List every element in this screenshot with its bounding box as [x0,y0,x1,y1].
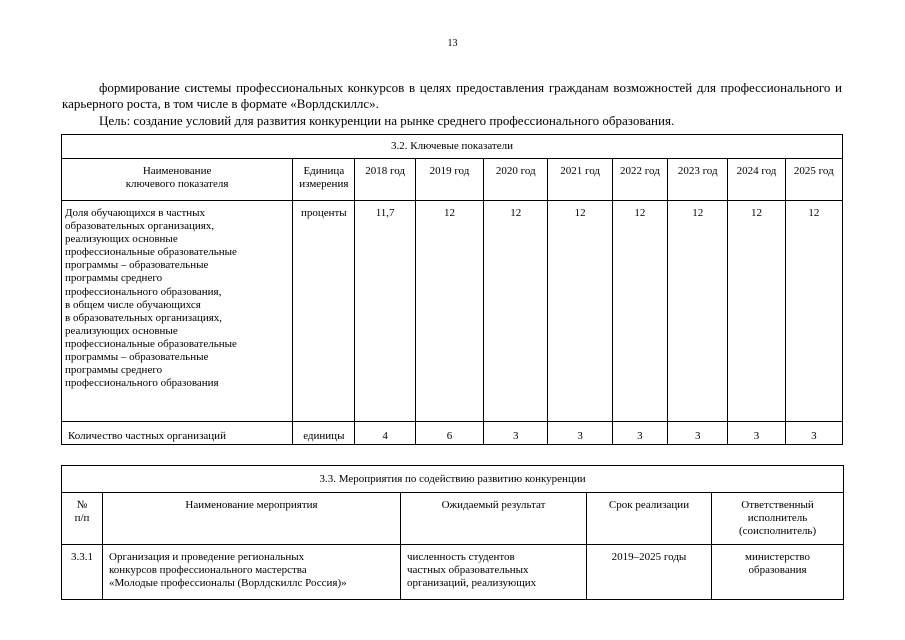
value-cell: 3 [484,422,548,445]
header-year: 2020 год [484,159,548,201]
table-row [62,422,843,445]
header-year: 2018 год [355,159,415,201]
table-header-row [62,493,844,545]
measure-name-line: «Молодые профессионалы (Ворлдскиллс Россия)» [109,577,347,589]
header-unit-line: Единица [303,165,345,177]
header-executor-line: (соисполнитель) [738,525,817,537]
term-cell: 2019–2025 годы [587,545,712,600]
paragraph-goal: Цель: создание условий для развития конкуренции на рынке среднего профессионального образования. [99,113,675,128]
result-line: численность студентов [407,551,515,563]
header-year: 2025 год [785,159,842,201]
table-row [62,545,844,600]
indicator-line: профессиональные образовательные [65,337,237,350]
indicator-line: в общем числе обучающихся [65,298,201,311]
table-row [62,201,843,422]
indicator-line: Доля обучающихся в частных [65,207,206,219]
indicator-cell [62,201,293,422]
header-num-line: № [76,499,88,511]
indicator-line: реализующих основные [65,324,178,337]
executor-cell [712,545,844,600]
value-cell: 3 [668,422,728,445]
table-header-row [62,159,843,201]
header-year: 2021 год [548,159,612,201]
measure-number: 3.3.1 [62,545,103,600]
indicator-line: программы – образовательные [65,259,209,272]
value-cell: 12 [668,201,728,422]
header-measure-name: Наименование мероприятия [103,493,401,545]
header-unit-line: измерения [299,178,349,190]
result-line: организаций, реализующих [407,577,537,589]
value-cell: 12 [728,201,785,422]
indicator-line: профессионального образования [65,377,219,390]
paragraph-competitions: формирование системы профессиональных конкурсов в целях предоставления гражданам возможностей для профессионального и карьерного роста, в том числе в формате «Ворлдскиллс». [62,80,842,111]
value-cell: 12 [612,201,667,422]
header-executor-line: исполнитель [747,512,808,524]
header-executor [712,493,844,545]
header-executor-line: Ответственный [741,499,814,511]
key-indicators-table [61,134,843,445]
header-year: 2024 год [728,159,785,201]
header-num [62,493,103,545]
value-cell: 6 [415,422,483,445]
executor-line: министерство [745,551,811,563]
indicator-line: программы среднего [65,272,163,285]
indicator-line: в образовательных организациях, [65,311,223,324]
measure-name-line: конкурсов профессионального мастерства [109,564,307,576]
value-cell: 12 [484,201,548,422]
executor-line: образования [748,564,807,576]
unit-cell: единицы [293,422,355,445]
header-year: 2023 год [668,159,728,201]
indicator-line: профессионального образования, [65,285,222,298]
header-indicator [62,159,293,201]
value-cell: 3 [728,422,785,445]
measure-name-cell [103,545,401,600]
header-year: 2022 год [612,159,667,201]
measure-name-line: Организация и проведение региональных [109,551,305,563]
header-indicator-line: ключевого показателя [125,178,229,190]
table-title: 3.3. Мероприятия по содействию развитию конкуренции [62,466,844,493]
header-result: Ожидаемый результат [401,493,587,545]
value-cell: 12 [415,201,483,422]
indicator-line: реализующих основные [65,233,178,246]
indicator-line: программы – образовательные [65,351,209,364]
indicator-line: программы среднего [65,364,163,377]
measures-table [61,465,844,600]
value-cell: 12 [548,201,612,422]
page-number: 13 [447,38,458,49]
header-num-line: п/п [74,512,90,524]
header-year: 2019 год [415,159,483,201]
unit-cell: проценты [293,201,355,422]
header-indicator-line: Наименование [142,165,212,177]
indicator-line: профессиональные образовательные [65,246,237,259]
value-cell: 3 [612,422,667,445]
table-title: 3.2. Ключевые показатели [62,135,843,159]
value-cell: 11,7 [355,201,415,422]
result-line: частных образовательных [407,564,529,576]
value-cell: 3 [548,422,612,445]
indicator-line: образовательных организациях, [65,220,215,233]
value-cell: 4 [355,422,415,445]
value-cell: 12 [785,201,842,422]
result-cell [401,545,587,600]
header-term: Срок реализации [587,493,712,545]
indicator-cell: Количество частных организаций [62,422,293,445]
value-cell: 3 [785,422,842,445]
header-unit [293,159,355,201]
